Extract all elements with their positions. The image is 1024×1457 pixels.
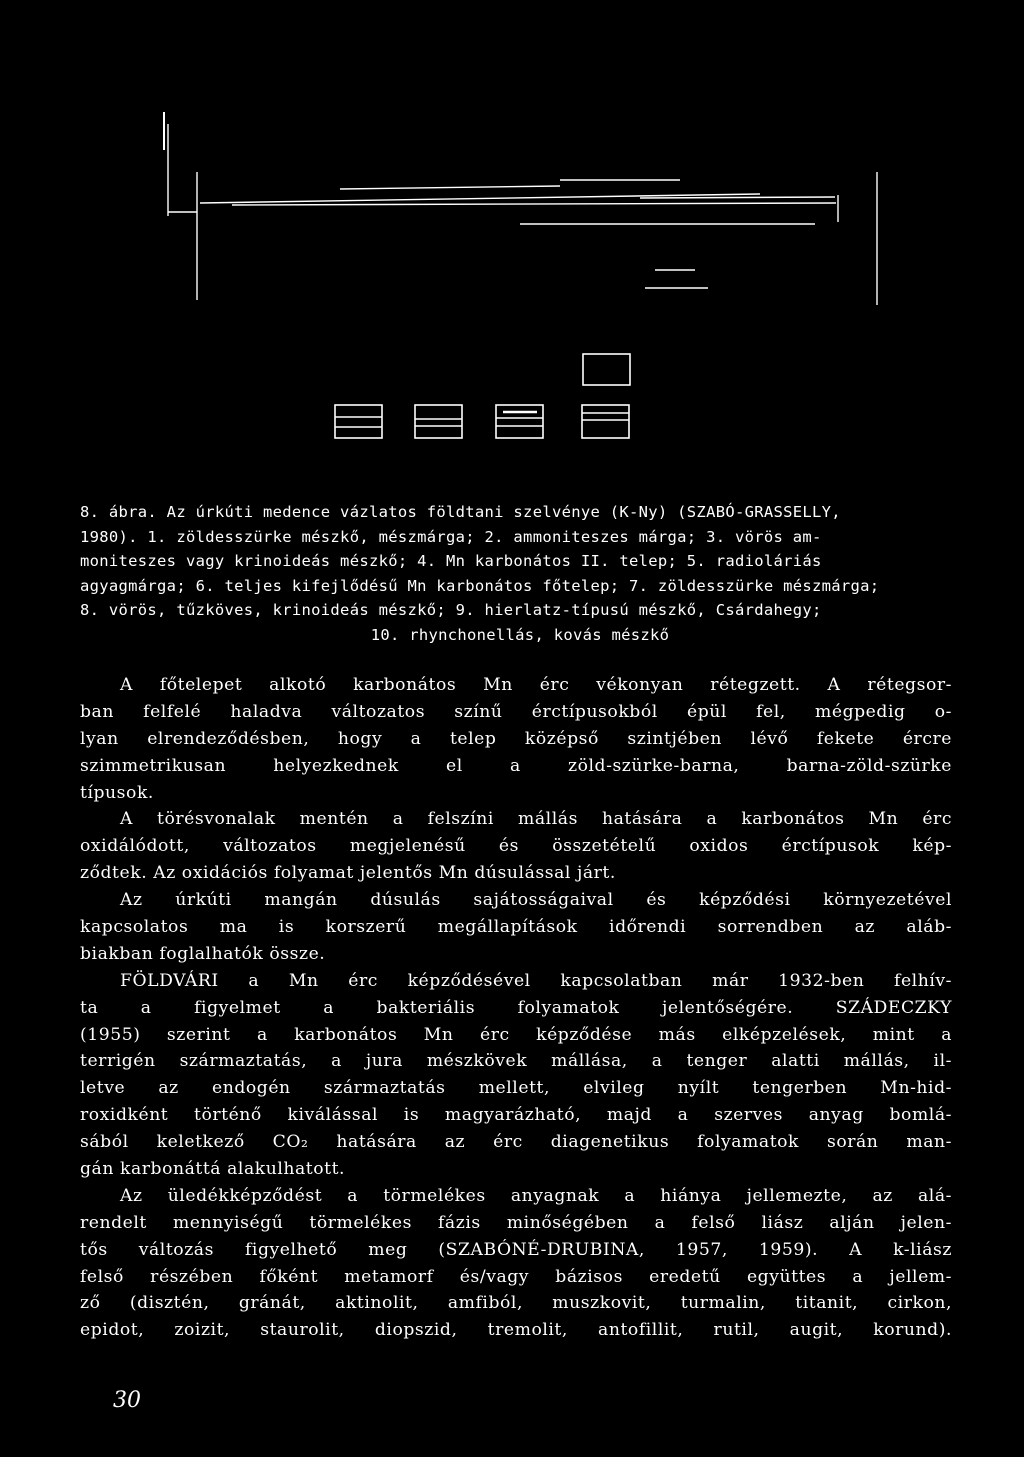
section-sketch	[0, 0, 1024, 470]
paragraph-line: sából keletkező CO₂ hatására az érc diagenetikus folyamatok során man-	[80, 1132, 952, 1153]
paragraph-line: oxidálódott, változatos megjelenésű és összetételű oxidos érctípusok kép-	[80, 836, 952, 857]
paragraph-line: Az üledékképződést a törmelékes anyagnak a hiánya jellemezte, az alá-	[120, 1185, 952, 1206]
paragraph-line: kapcsolatos ma is korszerű megállapítások időrendi sorrendben az aláb-	[80, 917, 952, 938]
layer-2	[232, 203, 836, 205]
figure-caption	[80, 500, 960, 647]
paragraph-line: ta a figyelmet a bakteriális folyamatok jelentőségére. SZÁDECZKY	[80, 997, 952, 1018]
paragraph-line: lyan elrendeződésben, hogy a telep középső szintjében lévő fekete ércre	[80, 728, 952, 749]
layer-3	[640, 197, 835, 198]
paragraph-line: FÖLDVÁRI a Mn érc képződésével kapcsolatban már 1932-ben felhív-	[120, 970, 952, 991]
legend-box-4	[496, 405, 543, 438]
paragraph-line: terrigén származtatás, a jura mészkövek mállása, a tenger alatti mállás, il-	[80, 1051, 952, 1072]
paragraph-line: ző (disztén, gránát, aktinolit, amfiból, muszkovit, turmalin, titanit, cirkon,	[80, 1293, 952, 1314]
legend-symbols	[335, 354, 630, 438]
legend-box-1	[583, 354, 630, 385]
caption-line: 8. ábra. Az úrkúti medence vázlatos földtani szelvénye (K-Ny) (SZABÓ-GRASSELLY,	[80, 503, 841, 521]
legend-box-3	[415, 405, 462, 438]
paragraph-line: tős változás figyelhető meg (SZABÓNÉ-DRUBINA, 1957, 1959). A k-liász	[80, 1239, 952, 1260]
body-text	[80, 672, 952, 1344]
paragraph-line: típusok.	[80, 782, 154, 803]
paragraph-line: A törésvonalak mentén a felszíni mállás hatására a karbonátos Mn érc	[120, 809, 952, 830]
paragraph-line: epidot, zoizit, staurolit, diopszid, tremolit, antofillit, rutil, augit, korund).	[80, 1320, 952, 1341]
paragraph-line: felső részében főként metamorf és/vagy bázisos eredetű együttes a jellem-	[80, 1266, 952, 1287]
paragraph-line: A főtelepet alkotó karbonátos Mn érc vékonyan rétegzett. A rétegsor-	[120, 675, 952, 695]
caption-line: 10. rhynchonellás, kovás mészkő	[370, 625, 670, 644]
paragraph-line: biakban foglalhatók össze.	[80, 943, 326, 964]
page-number: 30	[113, 1388, 141, 1413]
caption-line: agyagmárga; 6. teljes kifejlődésű Mn karbonátos főtelep; 7. zöldesszürke mészmárga;	[80, 576, 880, 595]
paragraph-line: (1955) szerint a karbonátos Mn érc képződése más elképzelések, mint a	[80, 1024, 952, 1045]
caption-line: moniteszes vagy krinoideás mészkő; 4. Mn karbonátos II. telep; 5. radioláriás	[80, 552, 822, 570]
layer-top-1	[340, 186, 560, 189]
paragraph-line: rendelt mennyiségű törmelékes fázis minőségében a felső liász alján jelen-	[80, 1212, 952, 1233]
caption-line: 1980). 1. zöldesszürke mészkő, mészmárga; 2. ammoniteszes márga; 3. vörös am-	[80, 527, 822, 546]
paragraph-line: szimmetrikusan helyezkednek el a zöld-szürke-barna, barna-zöld-szürke	[80, 755, 952, 776]
geological-section-figure	[0, 0, 1024, 470]
paragraph-line: ződtek. Az oxidációs folyamat jelentős Mn dúsulással járt.	[80, 863, 616, 884]
paragraph-line: gán karbonáttá alakulhatott.	[80, 1159, 346, 1180]
paragraph-line: Az úrkúti mangán dúsulás sajátosságaival és képződési környezetével	[120, 890, 952, 911]
legend-box-5	[582, 405, 629, 438]
paragraph-line: roxidként történő kiválással is magyarázható, majd a szerves anyag bomlá-	[80, 1105, 952, 1126]
caption-line: 8. vörös, tűzköves, krinoideás mészkő; 9. hierlatz-típusú mészkő, Csárdahegy;	[80, 601, 822, 619]
paragraph-line: letve az endogén származtatás mellett, elvileg nyílt tengerben Mn-hid-	[80, 1078, 952, 1099]
legend-box-2	[335, 405, 382, 438]
paragraph-line: ban felfelé haladva változatos színű érctípusokból épül fel, mégpedig o-	[80, 701, 952, 722]
